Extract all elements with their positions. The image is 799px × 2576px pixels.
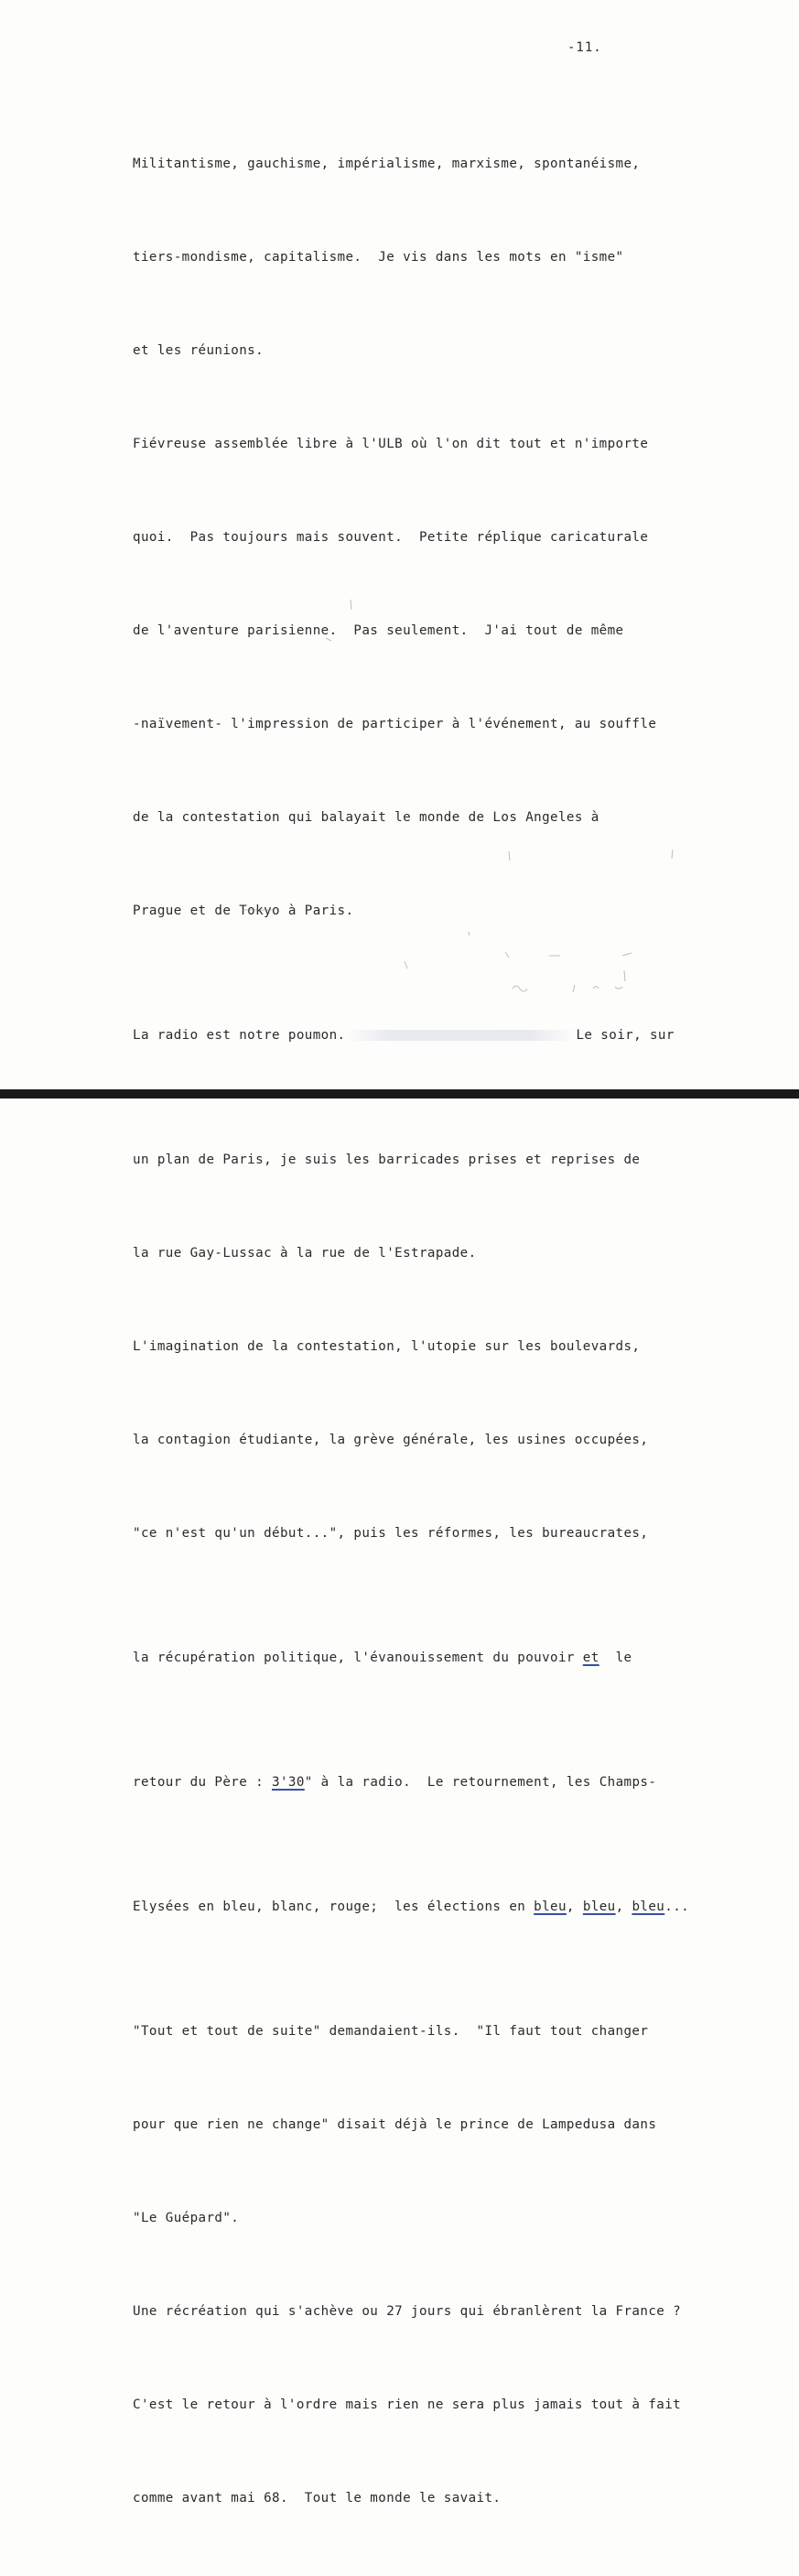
- underlined-time: 3'30: [272, 1775, 305, 1790]
- text-line: C'est le retour à l'ordre mais rien ne sera plus jamais tout à fait: [133, 2397, 682, 2412]
- text-line: tiers-mondisme, capitalisme. Je vis dans les mots en "isme": [133, 250, 624, 265]
- underlined-word: bleu: [582, 1900, 616, 1914]
- separator: ,: [566, 1900, 583, 1914]
- text-line: un plan de Paris, je suis les barricades prises et reprises de: [133, 1153, 641, 1167]
- scan-bottom-edge: [0, 1089, 799, 1099]
- radio-text-after: Le soir, sur: [576, 1028, 675, 1043]
- text-line: L'imagination de la contestation, l'utopie sur les boulevards,: [133, 1339, 641, 1354]
- text-line-elysees: [133, 1891, 792, 1922]
- elysees-text-after: ...: [664, 1900, 690, 1914]
- radio-text-before: La radio est notre poumon.: [133, 1028, 346, 1043]
- text-line: Fiévreuse assemblée libre à l'ULB où l'on dit tout et n'importe: [133, 437, 649, 451]
- retour-text-after: " à la radio. Le retournement, les Champs-: [304, 1775, 657, 1790]
- text-line: Militantisme, gauchisme, impérialisme, marxisme, spontanéisme,: [133, 157, 641, 171]
- text-line: la rue Gay-Lussac à la rue de l'Estrapade.: [133, 1246, 477, 1261]
- underlined-word: bleu: [632, 1900, 665, 1914]
- text-line: "ce n'est qu'un début...", puis les réformes, les bureaucrates,: [133, 1526, 649, 1541]
- text-line: "Tout et tout de suite" demandaient-ils. "Il faut tout changer: [133, 2024, 649, 2039]
- separator: ,: [615, 1900, 632, 1914]
- underlined-word: et: [582, 1651, 599, 1665]
- text-line: Prague et de Tokyo à Paris.: [133, 904, 354, 918]
- text-line: de l'aventure parisienne. Pas seulement. J'ai tout de même: [133, 623, 624, 638]
- elysees-text-before: Elysées en bleu, blanc, rouge; les élections en: [133, 1900, 534, 1914]
- recup-text-before: la récupération politique, l'évanouissement du pouvoir: [133, 1651, 583, 1665]
- text-line: de la contestation qui balayait le monde de Los Angeles à: [133, 810, 599, 825]
- text-line: Une récréation qui s'achève ou 27 jours qui ébranlèrent la France ?: [133, 2304, 682, 2319]
- text-line-retour: [133, 1767, 792, 1798]
- retour-text-before: retour du Père :: [133, 1775, 273, 1790]
- page-number: -11.: [567, 40, 602, 55]
- text-line: la contagion étudiante, la grève générale, les usines occupées,: [133, 1433, 649, 1447]
- scan-artifact-marks: [0, 0, 799, 1099]
- text-line: et les réunions.: [133, 343, 265, 358]
- text-line: comme avant mai 68. Tout le monde le savait.: [133, 2491, 502, 2506]
- text-line: pour que rien ne change" disait déjà le prince de Lampedusa dans: [133, 2117, 657, 2132]
- underlined-word: bleu: [534, 1900, 567, 1914]
- text-line-recuperation: [133, 1642, 792, 1673]
- text-line: -naïvement- l'impression de participer à l'événement, au souffle: [133, 717, 657, 731]
- text-line: "Le Guépard".: [133, 2211, 240, 2225]
- text-line: quoi. Pas toujours mais souvent. Petite réplique caricaturale: [133, 530, 649, 545]
- recup-text-after: le: [599, 1651, 632, 1665]
